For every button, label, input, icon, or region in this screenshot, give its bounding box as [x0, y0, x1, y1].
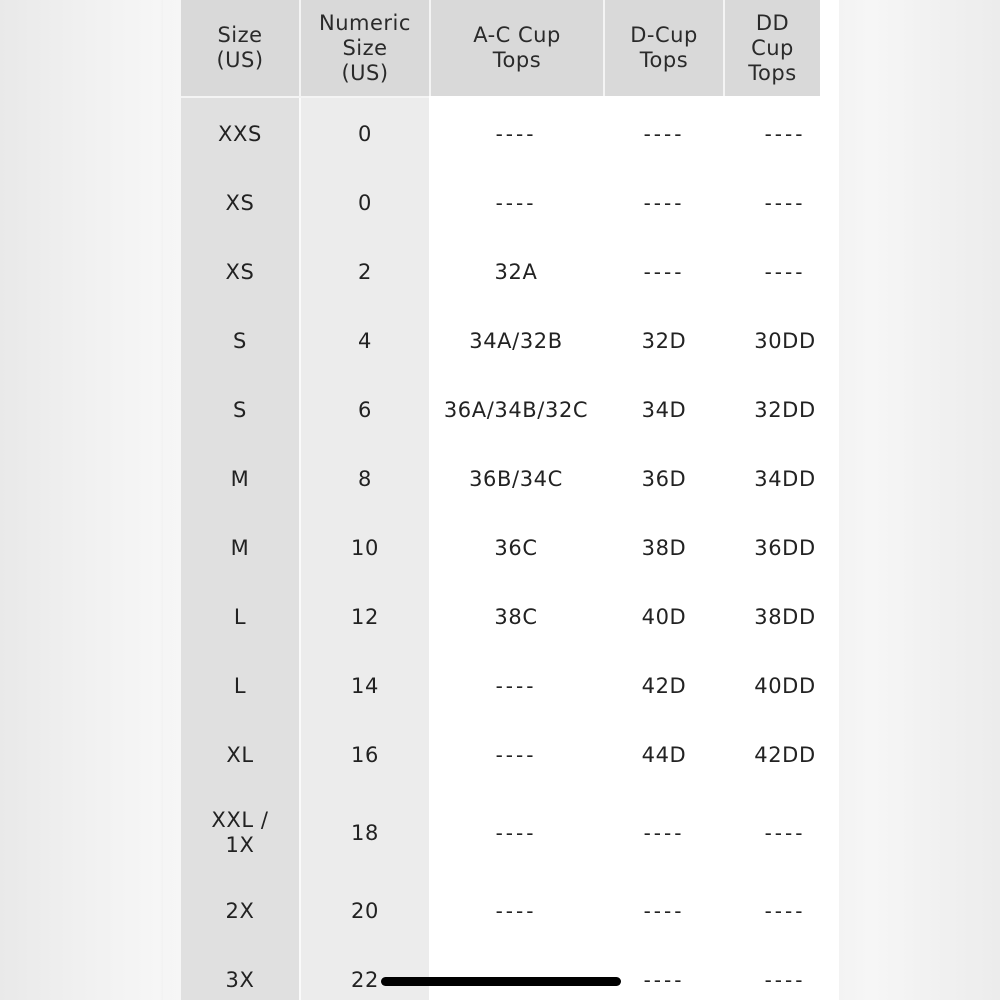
table-row [0, 652, 1000, 720]
numeric-size-cell: 22 [351, 967, 379, 992]
dd-cup-cell: ---- [764, 121, 806, 146]
table-row [0, 514, 1000, 582]
numeric-size-cell: 0 [358, 190, 372, 215]
numeric-size-cell: 14 [351, 673, 379, 698]
d-cup-cell: ---- [643, 190, 685, 215]
table-row [0, 946, 1000, 1000]
dd-cup-cell: 40DD [754, 673, 816, 698]
dd-cup-cell: ---- [764, 190, 806, 215]
dd-cup-cell: 36DD [754, 535, 816, 560]
dd-cup-cell: ---- [764, 898, 806, 923]
a-c-cup-cell: 36B/34C [469, 466, 563, 491]
a-c-cup-cell [426, 946, 606, 1000]
table-row [0, 238, 1000, 306]
a-c-cup-cell: 34A/32B [469, 328, 563, 353]
numeric-size-cell: 8 [358, 466, 372, 491]
dd-cup-cell: 38DD [754, 604, 816, 629]
table-row [0, 100, 1000, 168]
size-us-cell: XXS [218, 121, 262, 146]
size-us-cell: XS [225, 190, 255, 215]
size-us-cell: XXL / 1X [211, 808, 269, 857]
size-us-cell: XL [226, 742, 254, 767]
numeric-size-cell: 4 [358, 328, 372, 353]
size-us-cell: 2X [225, 898, 255, 923]
numeric-size-cell: 16 [351, 742, 379, 767]
d-cup-cell: 32D [641, 328, 687, 353]
size-us-cell: L [233, 673, 247, 698]
d-cup-cell: 44D [641, 742, 687, 767]
a-c-cup-cell: ---- [495, 820, 537, 845]
a-c-cup-cell: 36C [494, 535, 538, 560]
a-c-cup-cell: ---- [495, 898, 537, 923]
a-c-cup-cell: ---- [495, 121, 537, 146]
size-us-cell: S [233, 397, 247, 422]
header-dd-cup-tops: DD Cup Tops [748, 10, 797, 85]
d-cup-cell: 40D [641, 604, 687, 629]
numeric-size-cell: 18 [351, 820, 379, 845]
d-cup-cell: 38D [641, 535, 687, 560]
d-cup-cell: ---- [643, 259, 685, 284]
numeric-size-cell: 0 [358, 121, 372, 146]
size-us-cell: XS [225, 259, 255, 284]
header-a-c-cup-tops: A-C Cup Tops [473, 23, 561, 72]
size-us-cell: M [230, 535, 250, 560]
dd-cup-cell: 30DD [754, 328, 816, 353]
table-row [0, 877, 1000, 945]
numeric-size-cell: 10 [351, 535, 379, 560]
header-numeric-size-us: Numeric Size (US) [319, 10, 411, 85]
dd-cup-cell: 42DD [754, 742, 816, 767]
dd-cup-cell: ---- [764, 259, 806, 284]
home-indicator-bar[interactable] [381, 977, 621, 986]
table-row [0, 791, 1000, 875]
numeric-size-cell: 20 [351, 898, 379, 923]
numeric-size-cell: 6 [358, 397, 372, 422]
table-row [0, 307, 1000, 375]
d-cup-cell: ---- [643, 898, 685, 923]
a-c-cup-cell: 38C [494, 604, 538, 629]
dd-cup-cell: ---- [764, 820, 806, 845]
header-size-us: Size (US) [216, 23, 264, 72]
table-row [0, 445, 1000, 513]
a-c-cup-cell: 32A [494, 259, 538, 284]
a-c-cup-cell: ---- [495, 190, 537, 215]
d-cup-cell: 36D [641, 466, 687, 491]
size-us-cell: S [233, 328, 247, 353]
table-row [0, 169, 1000, 237]
a-c-cup-cell: 36A/34B/32C [443, 397, 589, 422]
dd-cup-cell: 32DD [754, 397, 816, 422]
size-us-cell: 3X [225, 967, 255, 992]
table-row [0, 721, 1000, 789]
d-cup-cell: ---- [643, 820, 685, 845]
numeric-size-cell: 12 [351, 604, 379, 629]
dd-cup-cell: 34DD [754, 466, 816, 491]
numeric-size-cell: 2 [358, 259, 372, 284]
header-d-cup-tops: D-Cup Tops [630, 23, 698, 72]
a-c-cup-cell: ---- [495, 673, 537, 698]
dd-cup-cell: ---- [764, 967, 806, 992]
d-cup-cell: ---- [643, 967, 685, 992]
d-cup-cell: 42D [641, 673, 687, 698]
size-us-cell: L [233, 604, 247, 629]
table-row [0, 583, 1000, 651]
table-row [0, 376, 1000, 444]
a-c-cup-cell: ---- [495, 742, 537, 767]
size-us-cell: M [230, 466, 250, 491]
d-cup-cell: ---- [643, 121, 685, 146]
d-cup-cell: 34D [641, 397, 687, 422]
